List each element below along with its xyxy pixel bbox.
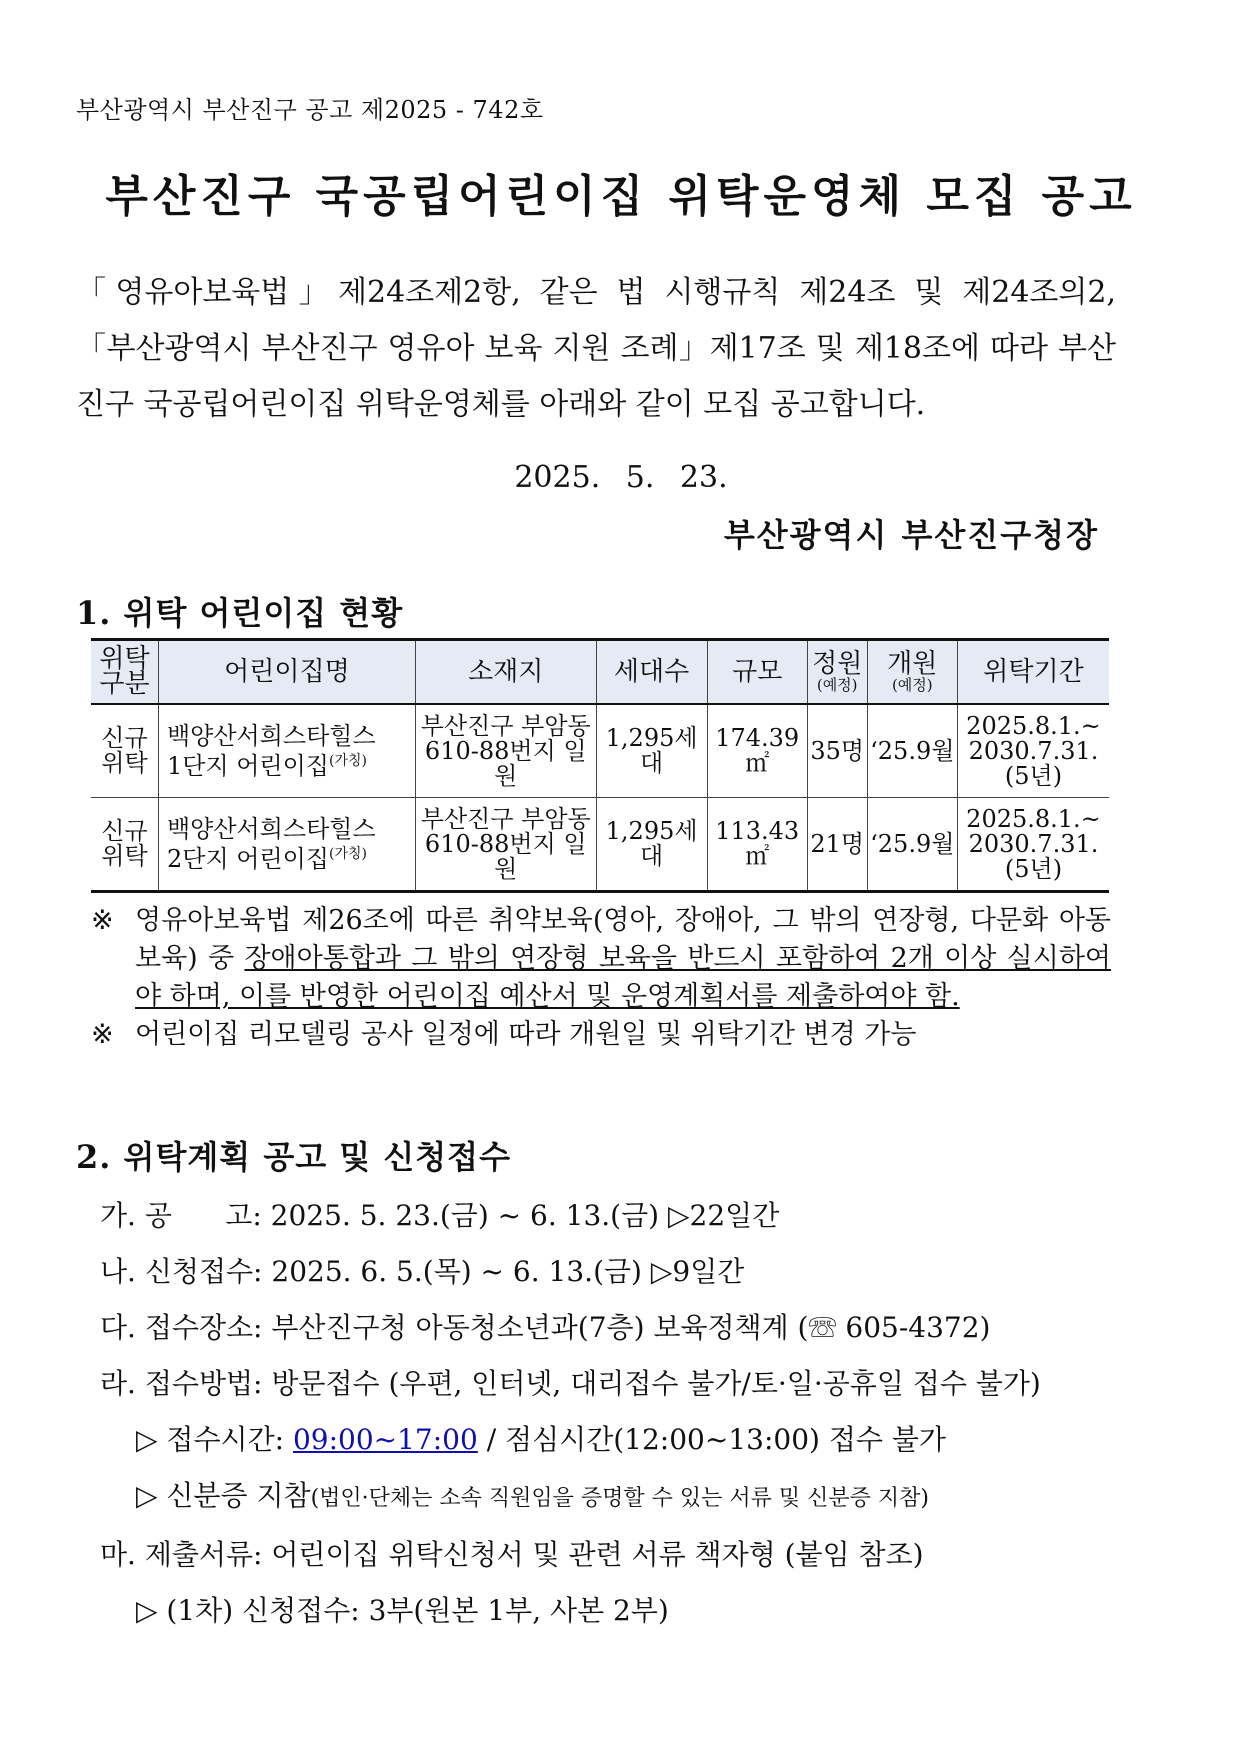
cell-capacity: 21명	[807, 798, 867, 892]
reference-mark-icon: ※	[91, 1019, 114, 1050]
table-notes	[91, 902, 1111, 1054]
note-text: 영유아보육법 제26조에 따른 취약보육(영아, 장애아, 그 밖의 연장형, 다문화 아동 보육) 중	[135, 905, 1111, 974]
intro-line: 「영유아보육법」제24조제2항, 같은 법 시행규칙 제24조 및 제24조의2,	[76, 275, 1116, 310]
cell-period: 2025.8.1.~ 2030.7.31. (5년)	[957, 704, 1109, 798]
note-text: 어린이집 리모델링 공사 일정에 따라 개원일 및 위탁기간 변경 가능	[135, 1019, 917, 1050]
issuer: 부산광역시 부산진구청장	[723, 516, 1099, 554]
table-row	[91, 798, 1109, 892]
table-row	[91, 704, 1109, 798]
reference-mark-icon: ※	[91, 905, 114, 936]
cell-size: 174.39㎡	[707, 704, 807, 798]
cell-type: 신규 위탁	[91, 798, 158, 892]
header-period: 위탁기간	[957, 640, 1109, 705]
notice-number: 부산광역시 부산진구 공고 제2025 - 742호	[76, 96, 544, 124]
cell-capacity: 35명	[807, 704, 867, 798]
cell-name: 백양산서희스타힐스 1단지 어린이집$^{(가칭)}$	[158, 704, 415, 798]
cell-address: 부산진구 부암동 610-88번지 일원	[415, 798, 596, 892]
item-reception-hours: ▷ 접수시간: 09:00~17:00 / 점심시간(12:00~13:00) 접수 불가	[136, 1423, 946, 1456]
intro-line: 진구 국공립어린이집 위탁운영체를 아래와 같이 모집 공고합니다.	[76, 387, 926, 422]
table-header-row	[91, 640, 1109, 705]
cell-opening: ‘25.9월	[867, 704, 957, 798]
header-address: 소재지	[415, 640, 596, 705]
item-application-period: 나. 신청접수: 2025. 6. 5.(목) ~ 6. 13.(금) ▷9일간	[100, 1255, 745, 1288]
header-type: 위탁 구분	[91, 640, 158, 705]
cell-address: 부산진구 부암동 610-88번지 일원	[415, 704, 596, 798]
cell-period: 2025.8.1.~ 2030.7.31. (5년)	[957, 798, 1109, 892]
intro-paragraph	[76, 265, 1116, 433]
item-id-required: ▷ 신분증 지참(법인·단체는 소속 직원임을 증명할 수 있는 서류 및 신분증 지참)	[136, 1479, 929, 1512]
section-2-heading: 2. 위탁계획 공고 및 신청접수	[76, 1138, 512, 1176]
cell-name: 백양산서희스타힐스 2단지 어린이집$^{(가칭)}$	[158, 798, 415, 892]
note-item	[91, 902, 1111, 1016]
item-method: 라. 접수방법: 방문접수 (우편, 인터넷, 대리접수 불가/토·일·공휴일 접수 불가)	[100, 1367, 1041, 1400]
header-opening: 개원 (예정)	[867, 640, 957, 705]
item-documents: 마. 제출서류: 어린이집 위탁신청서 및 관련 서류 책자형 (붙임 참조)	[100, 1538, 924, 1571]
item-announcement: 가. 공 고: 2025. 5. 23.(금) ~ 6. 13.(금) ▷22일간	[100, 1199, 780, 1232]
header-households: 세대수	[596, 640, 707, 705]
note-item	[91, 1016, 1111, 1054]
reception-time: 09:00~17:00	[292, 1423, 478, 1456]
intro-line: 「부산광역시 부산진구 영유아 보육 지원 조례」제17조 및 제18조에 따라 부산	[76, 331, 1116, 366]
cell-size: 113.43㎡	[707, 798, 807, 892]
section-1-heading: 1. 위탁 어린이집 현황	[76, 594, 404, 632]
item-location: 다. 접수장소: 부산진구청 아동청소년과(7층) 보육정책계 (☏ 605-4372)	[100, 1311, 991, 1344]
cell-opening: ‘25.9월	[867, 798, 957, 892]
page-title: 부산진구 국공립어린이집 위탁운영체 모집 공고	[105, 171, 1137, 222]
header-size: 규모	[707, 640, 807, 705]
header-name: 어린이집명	[158, 640, 415, 705]
note-underlined-text: 장애아통합과 그 밖의 연장형 보육을 반드시 포함하여 2개 이상 실시하여야 하며, 이를 반영한 어린이집 예산서 및 운영계획서를 제출하여야 함.	[135, 943, 1111, 1012]
cell-households: 1,295세대	[596, 798, 707, 892]
schedule-list	[100, 1188, 1041, 1639]
item-copies: ▷ (1차) 신청접수: 3부(원본 1부, 사본 2부)	[136, 1594, 669, 1627]
cell-households: 1,295세대	[596, 704, 707, 798]
header-capacity: 정원 (예정)	[807, 640, 867, 705]
notice-date: 2025. 5. 23.	[514, 460, 728, 495]
daycare-table	[91, 638, 1109, 893]
cell-type: 신규 위탁	[91, 704, 158, 798]
